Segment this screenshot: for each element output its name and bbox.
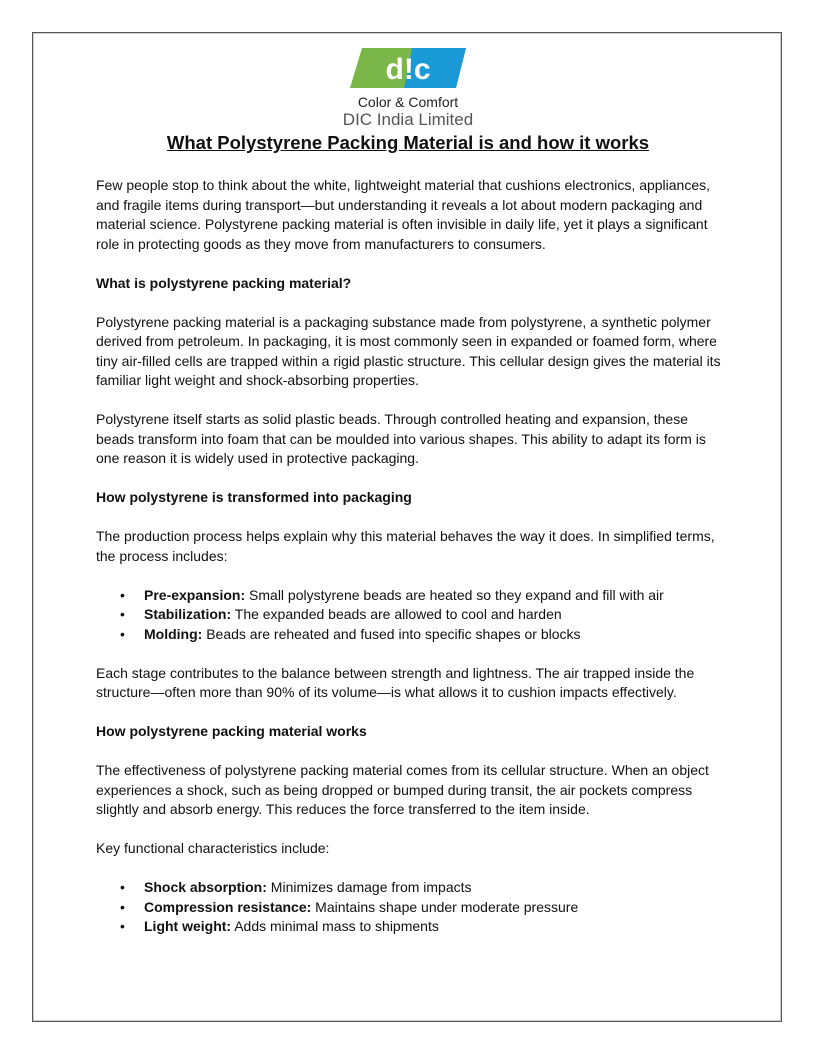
section-heading: What is polystyrene packing material? [96,274,352,291]
logo-text: d!c [385,53,431,86]
intro-paragraph: Few people stop to think about the white, lightweight material that cushions electronics, appliances, and fragile items during transport—but understanding it reveals a lot about modern packaging and material science. Polystyrene packing material is often invisible in daily life, yet it plays a significant role in protecting goods as they move from manufacturers to consumers. [96,177,711,252]
dic-logo-graphic [350,48,466,88]
list-term: Molding: [144,625,203,642]
characteristics-list [96,878,726,937]
list-term: Stabilization: [144,606,232,622]
list-item [144,586,726,606]
list-term: Pre-expansion: [144,586,246,603]
dic-logo [350,48,466,88]
page-title: What Polystyrene Packing Material is and how it works [166,132,650,153]
list-item [144,917,726,937]
paragraph: The effectiveness of polystyrene packing material comes from its cellular structure. When an object experiences a shock, such as being dropped or bumped during transit, the air pockets compress slightly and absorb energy. This reduces the force transferred to the item inside. [96,762,709,817]
list-desc: Beads are reheated and fused into specific shapes or blocks [202,625,581,642]
list-desc: Minimizes damage from impacts [266,879,472,895]
paragraph: Key functional characteristics include: [96,840,330,856]
list-desc: Small polystyrene beads are heated so they expand and fill with air [245,586,664,603]
list-desc: The expanded beads are allowed to cool and harden [231,606,562,622]
list-item [144,898,726,918]
list-desc: Maintains shape under moderate pressure [311,898,579,915]
paragraph: Polystyrene itself starts as solid plastic beads. Through controlled heating and expansion, these beads transform into foam that can be moulded into various shapes. This ability to adapt its form is one reason it is widely used in protective packaging. [96,411,706,466]
list-item [144,605,726,625]
paragraph: Polystyrene packing material is a packaging substance made from polystyrene, a synthetic polymer derived from petroleum. In packaging, it is most commonly seen in expanded or foamed form, where tiny air-filled cells are trapped within a rigid plastic structure. This cellular design gives the material its familiar light weight and shock-absorbing properties. [96,313,721,388]
paragraph: The production process helps explain why this material behaves the way it does. In simplified terms, the process includes: [96,528,715,564]
list-term: Light weight: [144,918,232,934]
list-desc: Adds minimal mass to shipments [231,918,439,934]
list-term: Compression resistance: [144,898,312,915]
company-name: DIC India Limited [342,110,474,129]
section-heading: How polystyrene packing material works [96,723,367,739]
process-list [96,586,726,645]
section-heading: How polystyrene is transformed into packaging [96,489,412,505]
list-item [144,625,726,645]
document-body [96,176,726,956]
tagline: Color & Comfort [357,94,459,110]
list-term: Shock absorption: [144,879,267,895]
list-item [144,878,726,898]
paragraph: Each stage contributes to the balance between strength and lightness. The air trapped inside the structure—often more than 90% of its volume—is what allows it to cushion impacts effectively. [96,664,695,700]
